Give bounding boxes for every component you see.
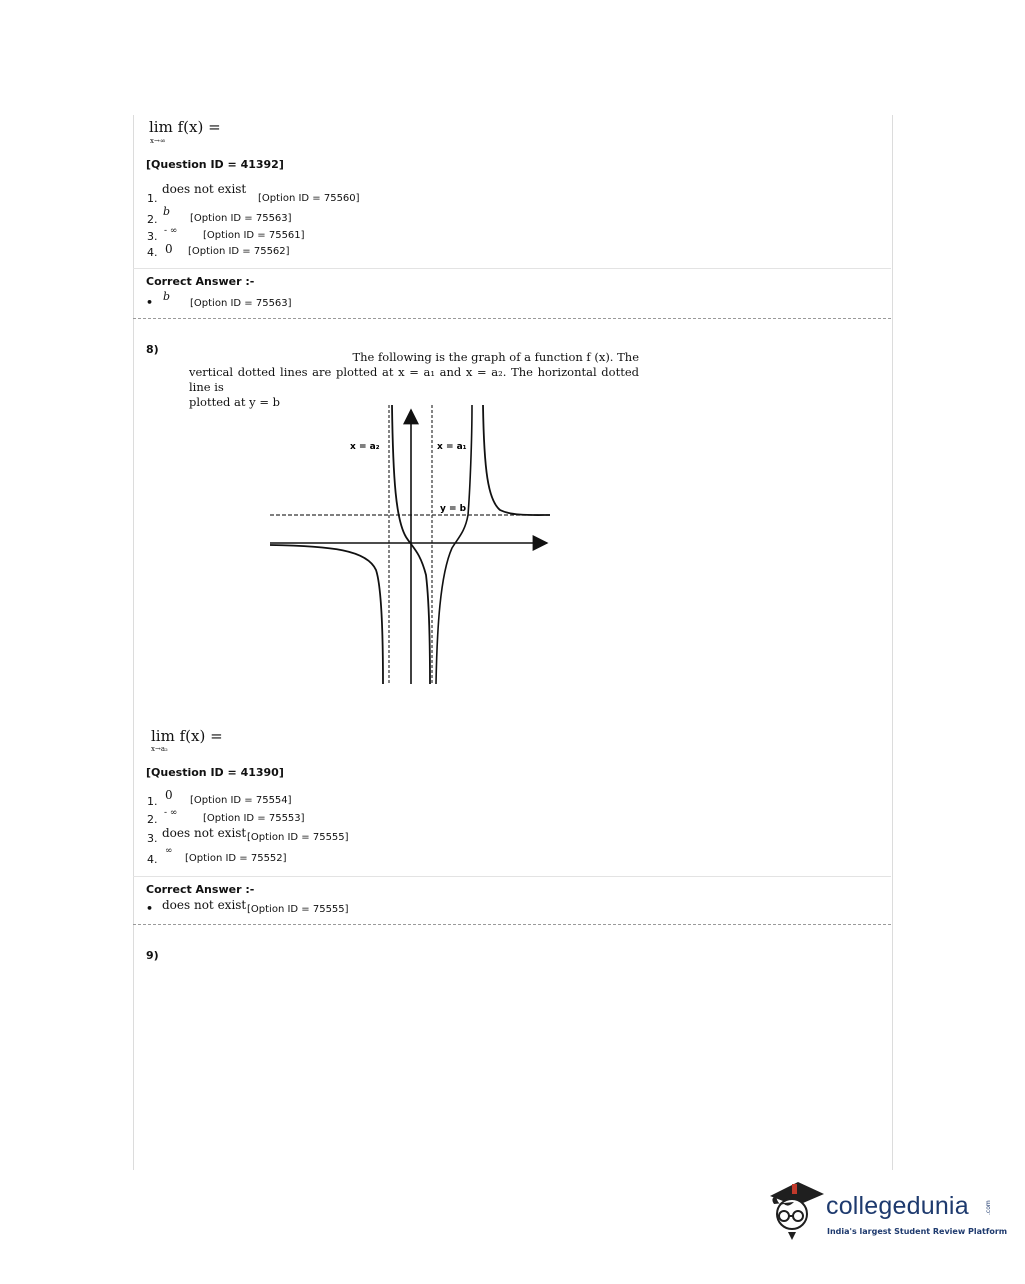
brand-tld: .com xyxy=(985,1200,992,1215)
q8-function-graph xyxy=(262,400,557,688)
q7-correct-answer-text: b xyxy=(163,290,171,303)
q7-option-4-number: 4. xyxy=(147,246,158,259)
q7-option-3-text: - ∞ xyxy=(164,226,178,236)
q7-option-1-number: 1. xyxy=(147,192,158,205)
q7-option-3-number: 3. xyxy=(147,230,158,243)
q8-description-line-1: The following is the graph of a function f (x). The xyxy=(352,350,639,364)
q8-description-line-3: plotted at y = b xyxy=(189,395,280,409)
q7-limit-expression: lim f(x) = xyxy=(149,118,221,136)
q7-option-3-id: [Option ID = 75561] xyxy=(203,230,305,241)
brand-tagline: India's largest Student Review Platform xyxy=(827,1227,1008,1236)
q8-option-4-text: ∞ xyxy=(165,846,173,856)
q8-description-line-2: vertical dotted lines are plotted at x = a₁ and x = a₂. The horizontal dotted line is xyxy=(189,365,639,394)
q8-limit-subscript: x→a₂ xyxy=(151,745,168,753)
q7-limit-subscript: x→∞ xyxy=(150,137,166,145)
q7-correct-answer-id: [Option ID = 75563] xyxy=(190,298,292,309)
q8-correct-bullet: • xyxy=(146,902,154,915)
q8-option-2-text: - ∞ xyxy=(164,808,178,818)
q8-number: 8) xyxy=(146,343,159,356)
q8-option-4-id: [Option ID = 75552] xyxy=(185,853,287,864)
q7-question-id: [Question ID = 41392] xyxy=(146,158,284,171)
q7-option-2-number: 2. xyxy=(147,213,158,226)
q8-option-2-id: [Option ID = 75553] xyxy=(203,813,305,824)
curve-left-branch xyxy=(270,545,383,684)
question-separator xyxy=(133,924,891,925)
label-x-a1: x = a₁ xyxy=(437,442,467,452)
q9-number: 9) xyxy=(146,949,159,962)
q8-option-3-id: [Option ID = 75555] xyxy=(247,832,349,843)
label-y-b: y = b xyxy=(440,504,467,514)
q8-correct-answer-label: Correct Answer :- xyxy=(146,883,255,896)
q8-option-1-text: 0 xyxy=(165,788,173,802)
q7-option-1-text: does not exist xyxy=(162,182,247,196)
q7-option-2-id: [Option ID = 75563] xyxy=(190,213,292,224)
q8-option-1-number: 1. xyxy=(147,795,158,808)
divider xyxy=(133,268,891,269)
q7-option-2-text: b xyxy=(163,205,171,218)
q7-option-4-text: 0 xyxy=(165,242,173,256)
q8-correct-answer-text: does not exist xyxy=(162,898,247,912)
divider xyxy=(133,876,891,877)
question-separator xyxy=(133,318,891,319)
q8-question-id: [Question ID = 41390] xyxy=(146,766,284,779)
q7-correct-answer-label: Correct Answer :- xyxy=(146,275,255,288)
q8-limit-expression: lim f(x) = xyxy=(151,727,223,745)
q8-option-3-text: does not exist xyxy=(162,826,247,840)
q8-option-2-number: 2. xyxy=(147,813,158,826)
q8-option-1-id: [Option ID = 75554] xyxy=(190,795,292,806)
collegedunia-mascot-logo xyxy=(764,1178,826,1242)
q8-option-4-number: 4. xyxy=(147,853,158,866)
brand-name: collegedunia xyxy=(826,1192,969,1220)
q7-correct-bullet: • xyxy=(146,296,154,309)
q7-option-4-id: [Option ID = 75562] xyxy=(188,246,290,257)
q8-option-3-number: 3. xyxy=(147,832,158,845)
curve-right-branch xyxy=(483,405,550,515)
q8-correct-answer-id: [Option ID = 75555] xyxy=(247,904,349,915)
label-x-a2: x = a₂ xyxy=(350,442,380,452)
q7-option-1-id: [Option ID = 75560] xyxy=(258,193,360,204)
